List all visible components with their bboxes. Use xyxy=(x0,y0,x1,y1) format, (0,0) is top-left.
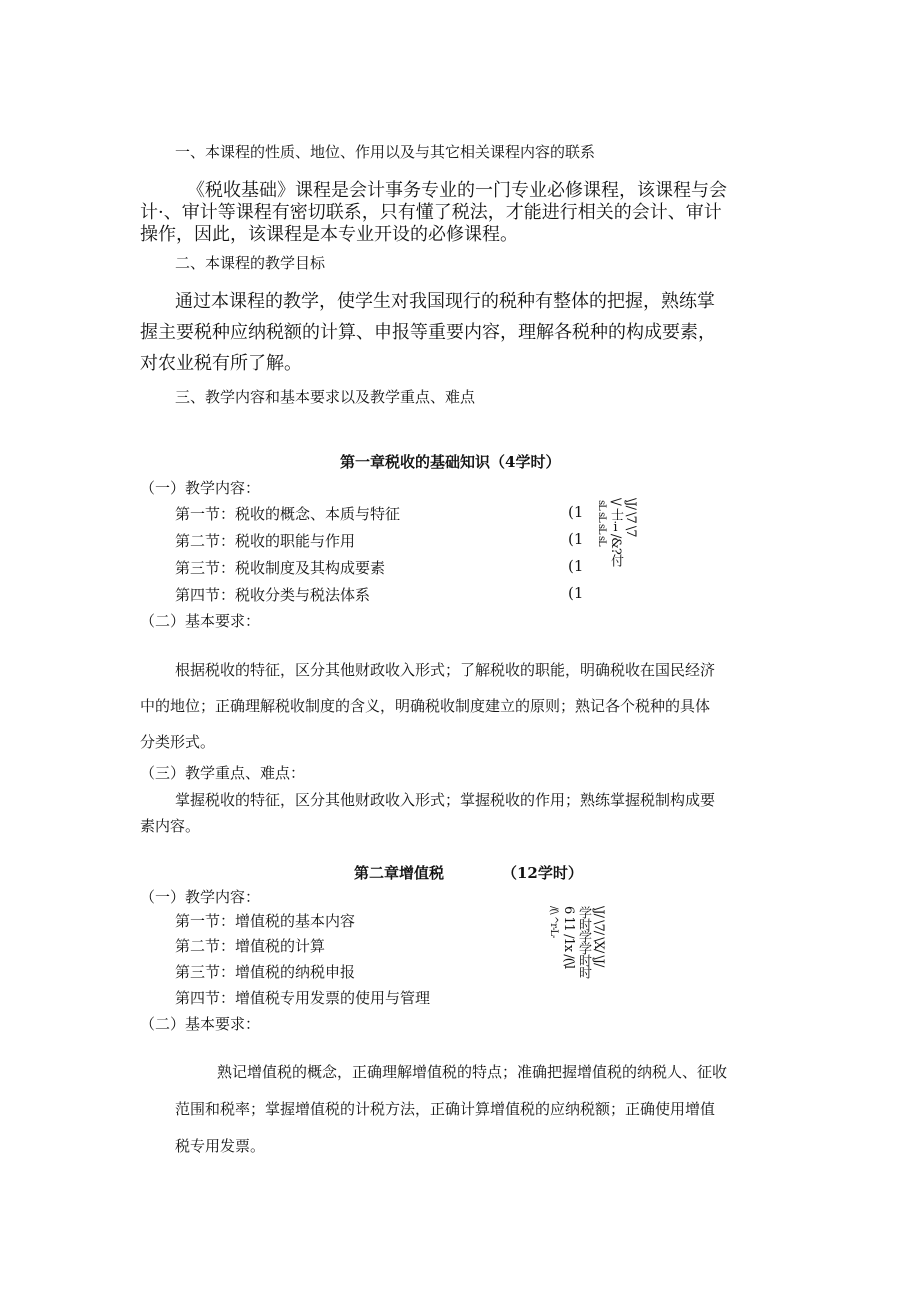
chapter-1-garbled-hours-column: \J/ \7 \7 xyxy=(623,498,638,537)
chapter-2-hours: （12学时） xyxy=(502,864,583,882)
chapter-1-garbled-hours-column: sL sL sL sL xyxy=(596,500,607,546)
chapter-1-lesson: 第二节：税收的职能与作用 xyxy=(175,532,356,550)
section-1-paragraph-line: 计·、审计等课程有密切联系，只有懂了税法，才能进行相关的会计、审计 xyxy=(140,202,722,223)
chapter-1-key-points-label: （三）教学重点、难点： xyxy=(140,764,306,782)
chapter-2-title: 第二章增值税 xyxy=(354,864,445,882)
chapter-2-lesson: 第三节：增值税的纳税申报 xyxy=(175,963,356,981)
section-2-paragraph-line: 对农业税有所了解。 xyxy=(140,353,302,374)
section-2-paragraph-line: 通过本课程的教学，使学生对我国现行的税种有整体的把握，熟练掌 xyxy=(175,291,715,312)
chapter-1-requirements-label: （二）基本要求： xyxy=(140,612,261,630)
chapter-1-garbled-hours-column: \/ 士ⅰ/&?付 xyxy=(608,498,623,566)
section-3-heading: 三、教学内容和基本要求以及教学重点、难点 xyxy=(175,388,476,406)
chapter-2-lesson: 第二节：增值税的计算 xyxy=(175,937,326,955)
chapter-2-lesson: 第四节：增值税专用发票的使用与管理 xyxy=(175,989,431,1007)
chapter-2-requirements-text: 范围和税率；掌握增值税的计税方法，正确计算增值税的应纳税额；正确使用增值 xyxy=(175,1100,716,1118)
section-1-heading: 一、本课程的性质、地位、作用以及与其它相关课程内容的联系 xyxy=(175,143,596,161)
section-1-paragraph-line: 操作，因此，该课程是本专业开设的必修课程。 xyxy=(140,224,518,245)
chapter-2-lesson: 第一节：增值税的基本内容 xyxy=(175,912,356,930)
section-1-paragraph-line: 《税收基础》课程是会计事务专业的一门专业必修课程，该课程与会 xyxy=(187,180,727,201)
chapter-1-requirements-text: 中的地位；正确理解税收制度的含义，明确税收制度建立的原则；熟记各个税种的具体 xyxy=(140,697,711,715)
chapter-2-garbled-hours-column: 学时学学时时 xyxy=(576,906,591,978)
chapter-1-lesson: 第三节：税收制度及其构成要素 xyxy=(175,559,386,577)
chapter-1-requirements-text: 分类形式。 xyxy=(140,733,216,751)
chapter-1-lesson: 第四节：税收分类与税法体系 xyxy=(175,586,371,604)
chapter-1-hours-marker: (1 xyxy=(568,557,584,575)
chapter-2-garbled-hours-column: \J/ \7/ \X/ \J/ xyxy=(591,906,606,967)
chapter-1-requirements-text: 根据税收的特征，区分其他财政收入形式；了解税收的职能，明确税收在国民经济 xyxy=(175,661,716,679)
section-2-heading: 二、本课程的教学目标 xyxy=(175,254,326,272)
chapter-2-content-label: （一）教学内容： xyxy=(140,888,261,906)
chapter-1-key-points-text: 素内容。 xyxy=(140,817,201,835)
chapter-2-garbled-hours-column: 6 11 /1x /(\l xyxy=(561,906,576,969)
chapter-2-requirements-text: 熟记增值税的概念，正确理解增值税的特点；准确把握增值税的纳税人、征收 xyxy=(217,1063,728,1081)
chapter-1-content-label: （一）教学内容： xyxy=(140,479,261,497)
chapter-1-hours-marker: (1 xyxy=(568,530,584,548)
chapter-1-hours-marker: (1 xyxy=(568,503,584,521)
chapter-1-hours-marker: (1 xyxy=(568,584,584,602)
chapter-2-garbled-hours-column: /(\ ^r-L- xyxy=(548,906,559,938)
chapter-1-key-points-text: 掌握税收的特征，区分其他财政收入形式；掌握税收的作用；熟练掌握税制构成要 xyxy=(175,791,716,809)
chapter-2-requirements-text: 税专用发票。 xyxy=(175,1137,266,1155)
chapter-1-lesson: 第一节：税收的概念、本质与特征 xyxy=(175,505,401,523)
section-2-paragraph-line: 握主要税种应纳税额的计算、申报等重要内容，理解各税种的构成要素， xyxy=(140,322,716,343)
chapter-1-title: 第一章税收的基础知识（4学时） xyxy=(340,453,561,471)
chapter-2-requirements-label: （二）基本要求： xyxy=(140,1015,261,1033)
